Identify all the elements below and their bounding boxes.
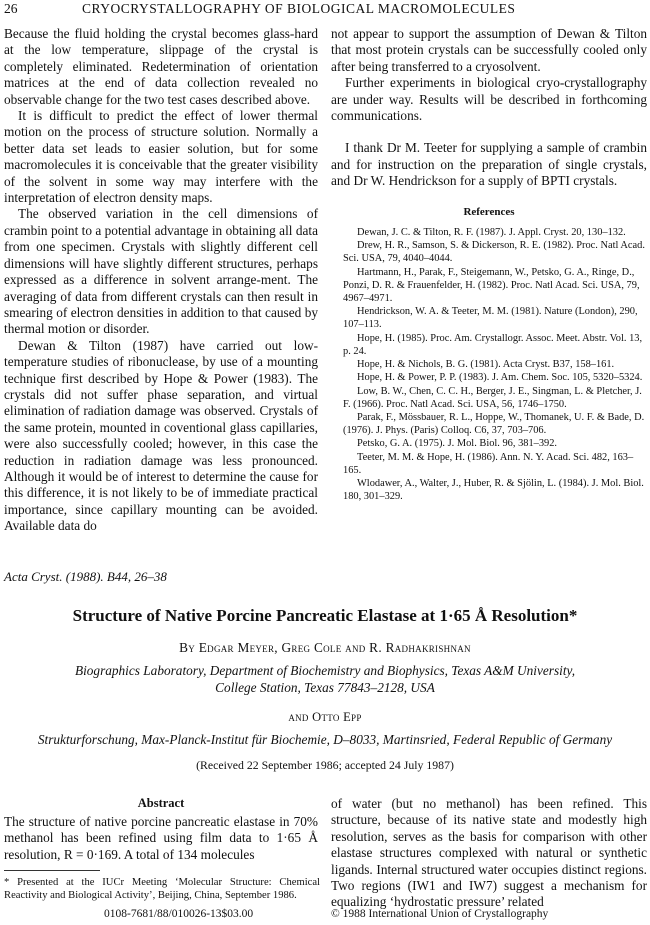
abstract-text-right: of water (but no methanol) has been refined. This structure, because of its native state and modestly high resolution, serves as the basis for comparison with other elastase structures complexed with natural or synthetic ligands. Internal structured water occupies distinct regions. Two regions (IW1 and IW7) suggest a mechanism for equalizing ‘hydrostatic pressure’ related [331,796,647,910]
footnote: * Presented at the IUCr Meeting ‘Molecular Structure: Chemical Reactivity and Biological Activity’, Beijing, China, September 1986. [4,877,320,901]
paragraph: Because the fluid holding the crystal becomes glass-hard at the low temperature, slippage of the crystal is completely eliminated. Redetermination of orientation matrices at the end of data collection revealed no observable change for the two test cases described above. [4,26,318,107]
left-column [4,26,318,535]
author-list: By Edgar Meyer, Greg Cole and R. Radhakrishnan [179,640,471,655]
right-column [331,26,647,503]
page-header [4,1,646,17]
acknowledgement: I thank Dr M. Teeter for supplying a sample of crambin and for instruction on the preparation of single crystals, and Dr W. Hendrickson for a supply of BPTI crystals. [331,140,647,189]
footnote-divider [4,870,100,871]
references-list [331,226,647,503]
reference-item: Parak, F., Mössbauer, R. L., Hoppe, W., Thomanek, U. F. & Bade, D. (1976). J. Phys. (Paris) Colloq. C6, 37, 703–706. [343,411,645,437]
paragraph: Further experiments in biological cryo-crystallography are under way. Results will be described in forthcoming communications. [331,75,647,124]
reference-item: Hendrickson, W. A. & Teeter, M. M. (1981). Nature (London), 290, 107–113. [343,306,638,331]
article-code: 0108-7681/88/010026-13$03.00 [104,908,254,920]
reference-item: Hartmann, H., Parak, F., Steigemann, W., Petsko, G. A., Ringe, D., Ponzi, D. R. & Frauenfelder, H. (1982). Proc. Natl Acad. Sci. USA, 79, 4967–4971. [343,266,640,305]
affiliation-primary [40,663,610,696]
reference-item: Hope, H. (1985). Proc. Am. Crystallogr. Assoc. Meet. Abstr. Vol. 13, p. 24. [343,332,643,357]
paragraph: The observed variation in the cell dimensions of crambin point to a potential advantage in obtaining all data from one specimen. Crystals with slightly different cell dimensions will have slightly different structures, perhaps expressed as a difference in solvent arrange-ment. The averaging of data from different crystals can then result in smearing of electron densities in addition to that caused by thermal motion or disorder. [4,206,318,337]
references-heading: References [463,205,515,218]
running-title: CRYOCRYSTALLOGRAPHY OF BIOLOGICAL MACROMOLECULES [82,1,516,16]
additional-author: and Otto Epp [288,710,362,724]
reference-item: Petsko, G. A. (1975). J. Mol. Biol. 96, 381–392. [357,438,558,450]
reference-item: Hope, H. & Nichols, B. G. (1981). Acta Cryst. B37, 158–161. [357,359,615,371]
reference-item: Teeter, M. M. & Hope, H. (1986). Ann. N. Y. Acad. Sci. 482, 163–165. [343,451,634,476]
abstract-text-left: The structure of native porcine pancreatic elastase in 70% methanol has been refined using film data to 1·65 Å resolution, R = 0·169. A total of 134 molecules [4,814,318,862]
reference-item: Low, B. W., Chen, C. C. H., Berger, J. E., Singman, L. & Pletcher, J. F. (1966). Proc. Natl Acad. Sci. USA, 56, 1746–1750. [343,385,642,410]
article-title: Structure of Native Porcine Pancreatic Elastase at 1·65 Å Resolution* [72,606,578,625]
affiliation-line: College Station, Texas 77843–2128, USA [215,679,435,695]
reference-item: Dewan, J. C. & Tilton, R. F. (1987). J. Appl. Cryst. 20, 130–132. [357,227,626,239]
reference-item: Wlodawer, A., Walter, J., Huber, R. & Sjölin, L. (1984). J. Mol. Biol. 180, 301–329. [343,477,644,503]
journal-reference: Acta Cryst. (1988). B44, 26–38 [4,569,167,584]
affiliation-line: Biographics Laboratory, Department of Biochemistry and Biophysics, Texas A&M University, [74,663,576,678]
reference-item: Drew, H. R., Samson, S. & Dickerson, R. E. (1982). Proc. Natl Acad. Sci. USA, 79, 4040–4044. [343,240,645,265]
copyright: © 1988 International Union of Crystallography [331,908,549,920]
paragraph: Dewan & Tilton (1987) have carried out low-temperature studies of ribonuclease, by use of a mounting technique first described by Hope & Power (1983). The crystals did not suffer phase separation, and virtual elimination of radiation damage was observed. Crystals of the same protein, mounted in coventional glass capillaries, were also successfully cooled; however, in this case the reduction in radiation damage was less pronounced. Although it would be of interest to determine the cause for this difference, it is not likely to be of immediate practical importance, since capillary mounting can be avoided. Available data do [4,337,318,534]
affiliation-secondary: Strukturforschung, Max-Planck-Institut für Biochemie, D–8033, Martinsried, Federal Republic of Germany [37,732,613,747]
page-number: 26 [4,1,18,16]
abstract-heading: Abstract [137,796,185,810]
paragraph: It is difficult to predict the effect of lower thermal motion on the process of structure solution. Normally a better data set leads to easier solution, but for some macromolecules it is conceivable that the greater visibility of the solvent in some way may interfere with the interpretation of electron density maps. [4,108,318,206]
reference-item: Hope, H. & Power, P. P. (1983). J. Am. Chem. Soc. 105, 5320–5324. [357,372,643,384]
received-dates: (Received 22 September 1986; accepted 24 July 1987) [196,758,454,772]
paragraph: not appear to support the assumption of Dewan & Tilton that most protein crystals can be successfully cooled only after being transferred to a cryosolvent. [331,26,647,74]
